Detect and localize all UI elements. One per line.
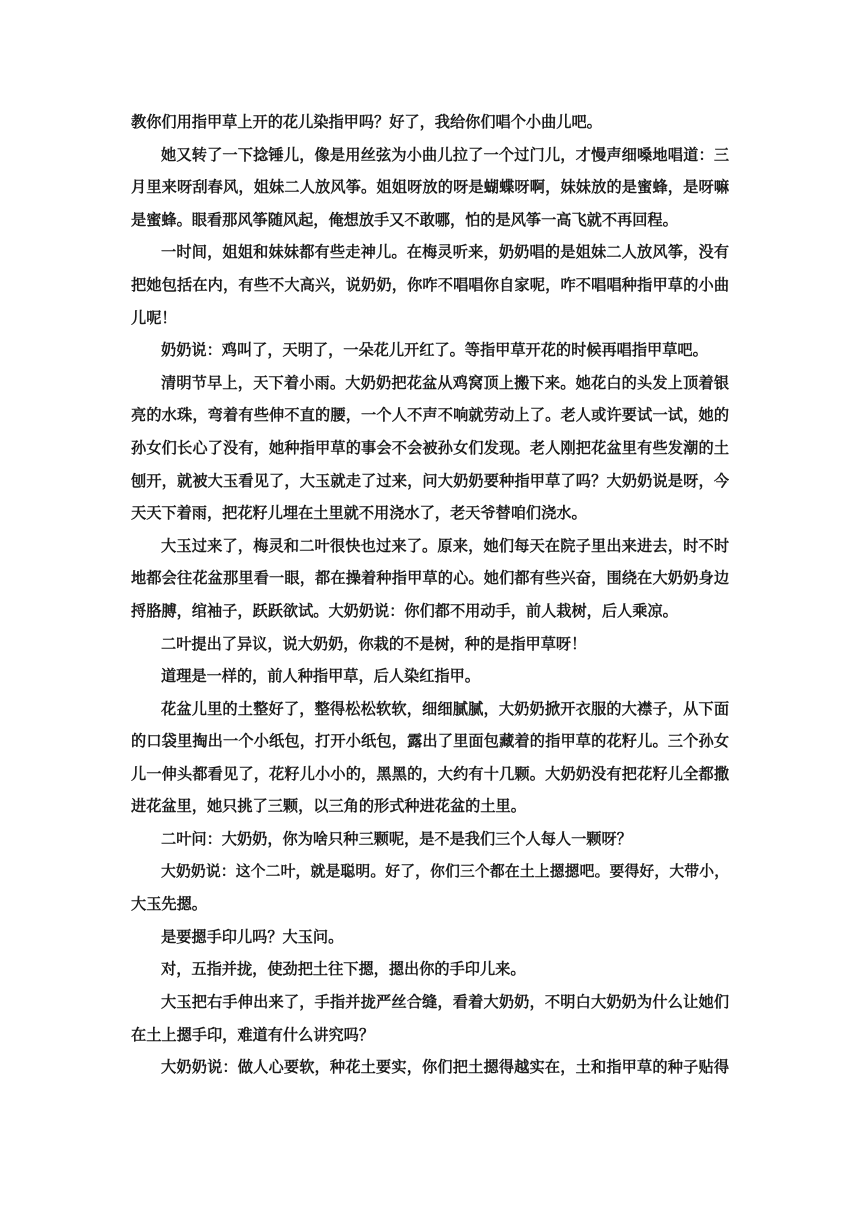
text-line: 天天下着雨，把花籽儿埋在土里就不用浇水了，老天爷替咱们浇水。 bbox=[131, 504, 587, 523]
text-line: 的口袋里掏出一个小纸包，打开小纸包，露出了里面包藏着的指甲草的花籽儿。三个孙女 bbox=[131, 732, 729, 751]
text-line: 奶奶说：鸡叫了，天明了，一朵花儿开红了。等指甲草开花的时候再唱指甲草吧。 bbox=[161, 341, 708, 360]
text-line: 儿一伸头都看见了，花籽儿小小的，黑黑的，大约有十几颗。大奶奶没有把花籽儿全都撒 bbox=[131, 764, 729, 783]
text-line: 月里来呀刮春风，姐妹二人放风筝。姐姐呀放的呀是蝴蝶呀啊，妹妹放的是蜜蜂，是呀嘛 bbox=[131, 178, 729, 197]
text-line: 教你们用指甲草上开的花儿染指甲吗？好了，我给你们唱个小曲儿吧。 bbox=[131, 113, 602, 131]
text-line: 是要摁手印儿吗？大玉问。 bbox=[161, 927, 344, 946]
text-line: 对，五指并拢，使劲把土往下摁，摁出你的手印儿来。 bbox=[161, 960, 526, 979]
text-line: 亮的水珠，弯着有些伸不直的腰，一个人不声不响就劳动上了。老人或许要试一试，她的 bbox=[131, 406, 729, 425]
text-line: 她又转了一下捻锤儿，像是用丝弦为小曲儿拉了一个过门儿，才慢声细嗓地唱道：三 bbox=[161, 145, 729, 164]
text-line: 大玉过来了，梅灵和二叶很快也过来了。原来，她们每天在院子里出来进去，时不时 bbox=[161, 536, 729, 555]
text-line: 捋胳膊，绾袖子，跃跃欲试。大奶奶说：你们都不用动手，前人栽树，后人乘凉。 bbox=[131, 601, 678, 620]
text-line: 孙女们长心了没有，她种指甲草的事会不会被孙女们发现。老人刚把花盆里有些发潮的土 bbox=[131, 438, 729, 457]
text-line: 大奶奶说：这个二叶，就是聪明。好了，你们三个都在土上摁摁吧。要得好，大带小， bbox=[161, 862, 729, 880]
text-line: 进花盆里，她只挑了三颗，以三角的形式种进花盆的土里。 bbox=[131, 797, 526, 816]
text-line: 在土上摁手印，难道有什么讲究吗？ bbox=[131, 1025, 374, 1044]
story-text bbox=[131, 106, 729, 1084]
text-line: 大玉把右手伸出来了，手指并拢严丝合缝，看着大奶奶，不明白大奶奶为什么让她们 bbox=[161, 993, 729, 1012]
text-line: 儿呢！ bbox=[131, 308, 177, 327]
text-line: 大奶奶说：做人心要软，种花土要实，你们把土摁得越实在，土和指甲草的种子贴得 bbox=[161, 1058, 729, 1077]
text-line: 清明节早上，天下着小雨。大奶奶把花盆从鸡窝顶上搬下来。她花白的头发上顶着银 bbox=[161, 373, 729, 392]
text-line: 大玉先摁。 bbox=[131, 895, 207, 914]
text-line: 刨开，就被大玉看见了，大玉就走了过来，问大奶奶要种指甲草了吗？大奶奶说是呀，今 bbox=[131, 471, 729, 490]
text-line: 道理是一样的，前人种指甲草，后人染红指甲。 bbox=[161, 667, 480, 686]
text-line: 是蜜蜂。眼看那风筝随风起，俺想放手又不敢哪，怕的是风筝一高飞就不再回程。 bbox=[131, 210, 678, 229]
text-line: 地都会往花盆那里看一眼，都在操着种指甲草的心。她们都有些兴奋，围绕在大奶奶身边 bbox=[131, 569, 729, 588]
text-line: 二叶问：大奶奶，你为啥只种三颗呢，是不是我们三个人每人一颗呀？ bbox=[161, 830, 632, 849]
text-line: 把她包括在内，有些不大高兴，说奶奶，你咋不唱唱你自家呢，咋不唱唱种指甲草的小曲 bbox=[131, 275, 729, 294]
text-line: 花盆儿里的土整好了，整得松松软软，细细腻腻，大奶奶掀开衣服的大襟子，从下面 bbox=[161, 699, 729, 718]
text-line: 一时间，姐姐和妹妹都有些走神儿。在梅灵听来，奶奶唱的是姐妹二人放风筝，没有 bbox=[161, 243, 729, 262]
text-line: 二叶提出了异议，说大奶奶，你栽的不是树，种的是指甲草呀！ bbox=[161, 634, 587, 653]
